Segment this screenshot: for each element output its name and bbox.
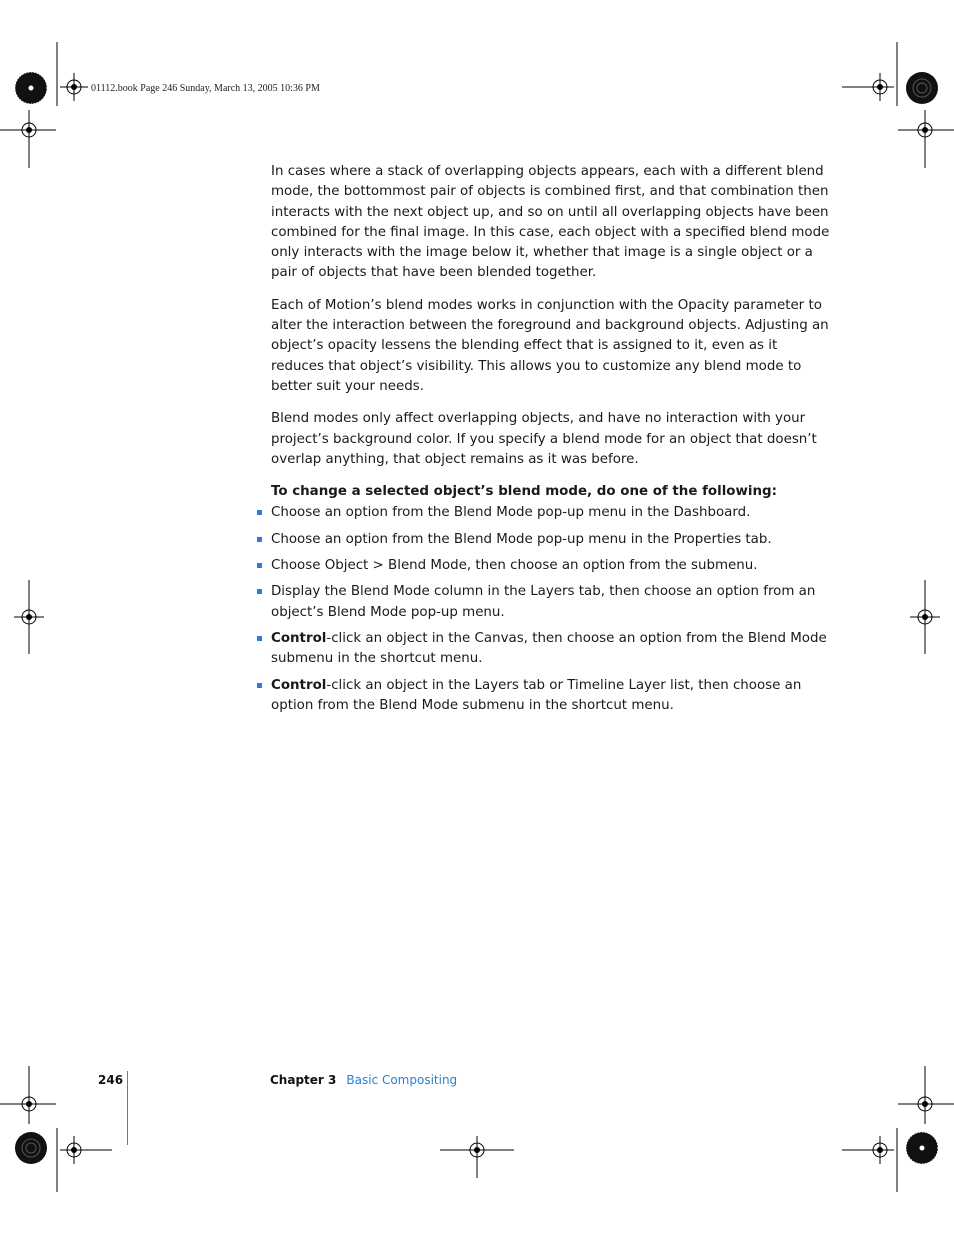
bullet-icon (257, 683, 262, 688)
list-item-text: -click an object in the Layers tab or Timeline Layer list, then choose an option from the Blend Mode submenu in the shortcut menu. (271, 677, 802, 713)
bullet-list (271, 503, 831, 716)
body-text (271, 162, 831, 722)
paragraph: In cases where a stack of overlapping objects appears, each with a different blend mode, the bottommost pair of objects is combined first, and that combination then interacts with the next object up, and so on until all overlapping objects have been combined for the final image. In this case, each object with a specified blend mode only interacts with the image below it, whether that image is a single object or a pair of objects that have been blended together. (271, 164, 830, 281)
keyword: Control (271, 677, 327, 693)
task-heading: To change a selected object’s blend mode, do one of the following: (271, 484, 777, 500)
list-item-text: Display the Blend Mode column in the Layers tab, then choose an option from an object’s Blend Mode pop-up menu. (271, 584, 816, 620)
bullet-icon (257, 636, 262, 641)
list-item-text: -click an object in the Canvas, then choose an option from the Blend Mode submenu in the shortcut menu. (271, 630, 827, 667)
page-number: 246 (98, 1073, 124, 1087)
list-item (271, 530, 831, 550)
chapter-title: Basic Compositing (346, 1073, 458, 1087)
bullet-icon (257, 589, 262, 594)
list-item-text: Choose an option from the Blend Mode pop-up menu in the Dashboard. (271, 505, 751, 521)
paragraph: Each of Motion’s blend modes works in conjunction with the Opacity parameter to alter the interaction between the foreground and background objects. Adjusting an object’s opacity lessens the blending effect that is assigned to it, even as it reduces that object’s visibility. This allows you to customize any blend mode to better suit your needs. (271, 297, 829, 394)
dial-icon (906, 72, 938, 104)
bullet-icon (257, 563, 262, 568)
bullet-icon (257, 510, 262, 515)
bullet-icon (257, 537, 262, 542)
list-item (271, 676, 831, 717)
list-item (271, 582, 831, 623)
list-item (271, 556, 831, 576)
starburst-icon (906, 1132, 938, 1164)
list-item (271, 503, 831, 523)
dial-icon (15, 1132, 47, 1164)
list-item (271, 629, 831, 670)
keyword: Control (271, 630, 327, 646)
starburst-icon (15, 72, 47, 104)
footer-rule (127, 1071, 128, 1145)
list-item-text: Choose an option from the Blend Mode pop-up menu in the Properties tab. (271, 531, 772, 547)
running-footer (270, 1073, 457, 1087)
list-item-text: Choose Object > Blend Mode, then choose an option from the submenu. (271, 558, 758, 574)
chapter-label: Chapter 3 (270, 1073, 337, 1087)
paragraph: Blend modes only affect overlapping objects, and have no interaction with your project’s background color. If you specify a blend mode for an object that doesn’t overlap anything, that object remains as it was before. (271, 411, 817, 467)
print-slug: 01112.book Page 246 Sunday, March 13, 2005 10:36 PM (91, 83, 320, 94)
